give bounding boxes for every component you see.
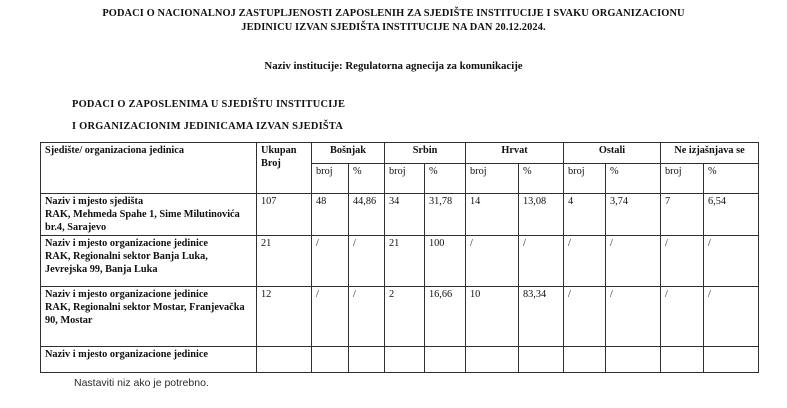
srbin-pct-cell: 16,66 <box>425 287 466 347</box>
unit-cell <box>41 347 257 373</box>
hrvat-pct-cell: / <box>519 236 564 287</box>
table-row-banja-luka <box>41 236 759 287</box>
hrvat-broj-cell <box>466 347 519 373</box>
ne-izjasnjava-broj-cell: / <box>661 236 704 287</box>
column-header-total: Ukupan Broj <box>257 143 312 194</box>
document-title <box>30 7 757 35</box>
unit-address: RAK, Regionalni sektor Banja Luka, Jevrejska 99, Banja Luka <box>45 251 208 275</box>
table-row-mostar <box>41 287 759 347</box>
hrvat-pct-cell: 83,34 <box>519 287 564 347</box>
column-header-hrvat: Hrvat <box>466 143 564 164</box>
section-heading-line-1: PODACI O ZAPOSLENIMA U SJEDIŠTU INSTITUCIJE <box>72 99 346 110</box>
bosnjak-pct-cell <box>349 347 385 373</box>
ostali-pct-cell <box>606 347 661 373</box>
nationality-representation-table <box>40 142 759 373</box>
ne-izjasnjava-broj-cell: / <box>661 287 704 347</box>
document-title-line-1: PODACI O NACIONALNOJ ZASTUPLJENOSTI ZAPOSLENIH ZA SJEDIŠTE INSTITUCIJE I SVAKU ORGANIZACIONU <box>102 8 685 19</box>
hrvat-pct-cell <box>519 347 564 373</box>
srbin-pct-cell <box>425 347 466 373</box>
sub-header-ne-izjasnjava-broj: broj <box>661 164 704 194</box>
column-header-srbin: Srbin <box>385 143 466 164</box>
unit-address: RAK, Mehmeda Spahe 1, Sime Milutinovića br.4, Sarajevo <box>45 209 240 233</box>
unit-title: Naziv i mjesto organizacione jedinice <box>45 238 208 249</box>
ostali-pct-cell: / <box>606 287 661 347</box>
srbin-broj-cell: 2 <box>385 287 425 347</box>
total-cell: 107 <box>257 194 312 236</box>
sub-header-ostali-pct: % <box>606 164 661 194</box>
sub-header-hrvat-broj: broj <box>466 164 519 194</box>
ne-izjasnjava-broj-cell: 7 <box>661 194 704 236</box>
table-group-header-row <box>41 143 759 164</box>
ne-izjasnjava-pct-cell: 6,54 <box>704 194 759 236</box>
total-cell: 21 <box>257 236 312 287</box>
sub-header-bosnjak-pct: % <box>349 164 385 194</box>
column-header-ostali: Ostali <box>564 143 661 164</box>
hrvat-broj-cell: / <box>466 236 519 287</box>
total-cell <box>257 347 312 373</box>
ostali-pct-cell: 3,74 <box>606 194 661 236</box>
hrvat-broj-cell: 14 <box>466 194 519 236</box>
unit-title: Naziv i mjesto sjedišta <box>45 196 144 207</box>
srbin-broj-cell: 34 <box>385 194 425 236</box>
bosnjak-broj-cell: / <box>312 236 349 287</box>
sub-header-hrvat-pct: % <box>519 164 564 194</box>
column-header-unit: Sjedište/ organizaciona jedinica <box>41 143 257 194</box>
institution-name-line: Naziv institucije: Regulatorna agnecija za komunikacije <box>264 60 523 72</box>
column-header-ne-izjasnjava-se: Ne izjašnjava se <box>661 143 759 164</box>
bosnjak-pct-cell: / <box>349 236 385 287</box>
ostali-pct-cell: / <box>606 236 661 287</box>
hrvat-broj-cell: 10 <box>466 287 519 347</box>
sub-header-ne-izjasnjava-pct: % <box>704 164 759 194</box>
ostali-broj-cell: 4 <box>564 194 606 236</box>
column-header-bosnjak: Bošnjak <box>312 143 385 164</box>
table-row-headquarters <box>41 194 759 236</box>
ne-izjasnjava-pct-cell: / <box>704 236 759 287</box>
srbin-pct-cell: 31,78 <box>425 194 466 236</box>
unit-title: Naziv i mjesto organizacione jedinice <box>45 289 208 300</box>
ostali-broj-cell: / <box>564 287 606 347</box>
sub-header-ostali-broj: broj <box>564 164 606 194</box>
document-title-line-2: JEDINICU IZVAN SJEDIŠTA INSTITUCIJE NA DAN 20.12.2024. <box>241 22 546 33</box>
unit-address: RAK, Regionalni sektor Mostar, Franjevačka 90, Mostar <box>45 302 245 326</box>
hrvat-pct-cell: 13,08 <box>519 194 564 236</box>
unit-cell <box>41 194 257 236</box>
table-row-empty <box>41 347 759 373</box>
unit-title: Naziv i mjesto organizacione jedinice <box>45 349 208 360</box>
ostali-broj-cell <box>564 347 606 373</box>
ne-izjasnjava-pct-cell: / <box>704 287 759 347</box>
footer-note: Nastaviti niz ako je potrebno. <box>74 377 209 389</box>
bosnjak-pct-cell: / <box>349 287 385 347</box>
bosnjak-pct-cell: 44,86 <box>349 194 385 236</box>
ne-izjasnjava-pct-cell <box>704 347 759 373</box>
sub-header-bosnjak-broj: broj <box>312 164 349 194</box>
bosnjak-broj-cell: / <box>312 287 349 347</box>
sub-header-srbin-pct: % <box>425 164 466 194</box>
ostali-broj-cell: / <box>564 236 606 287</box>
srbin-broj-cell <box>385 347 425 373</box>
unit-cell <box>41 287 257 347</box>
bosnjak-broj-cell <box>312 347 349 373</box>
ne-izjasnjava-broj-cell <box>661 347 704 373</box>
section-heading-line-2: I ORGANIZACIONIM JEDINICAMA IZVAN SJEDIŠTA <box>72 121 344 132</box>
unit-cell <box>41 236 257 287</box>
total-cell: 12 <box>257 287 312 347</box>
bosnjak-broj-cell: 48 <box>312 194 349 236</box>
srbin-broj-cell: 21 <box>385 236 425 287</box>
sub-header-srbin-broj: broj <box>385 164 425 194</box>
srbin-pct-cell: 100 <box>425 236 466 287</box>
